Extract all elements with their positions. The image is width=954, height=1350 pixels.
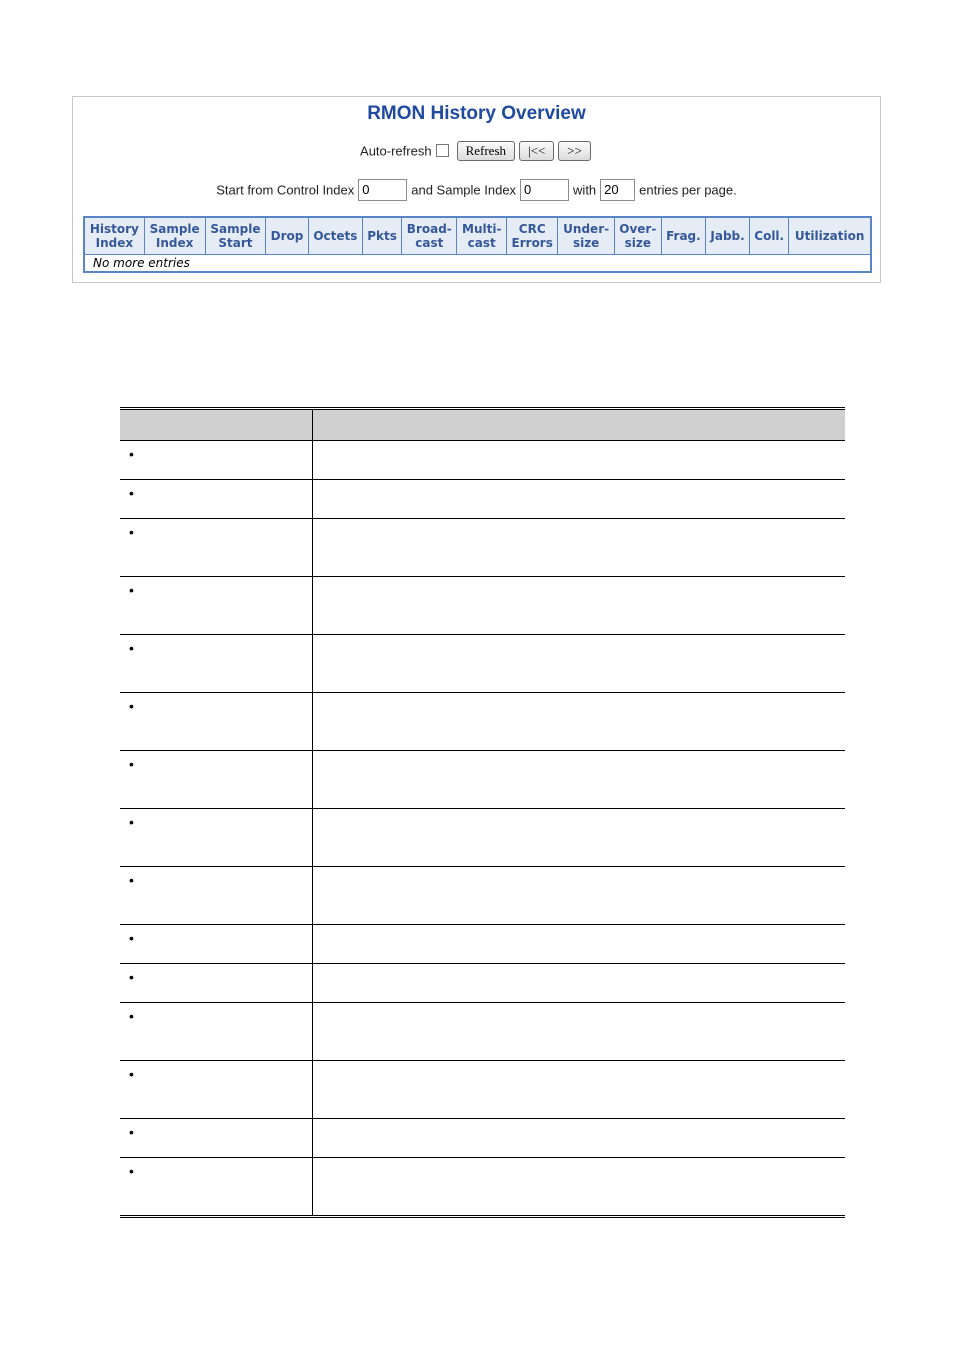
description-cell [313, 1158, 846, 1217]
column-header [706, 217, 750, 255]
object-cell [120, 925, 313, 964]
column-header-text: Sample [210, 222, 261, 236]
entries-per-page-label: entries per page. [639, 182, 737, 198]
desc-row [120, 635, 845, 693]
column-header-text: Start [218, 236, 253, 250]
column-header-text: Broad- [406, 222, 452, 236]
rmon-history-table [83, 216, 872, 273]
bullet-icon: • [129, 930, 134, 946]
column-header [661, 217, 705, 255]
column-header [84, 217, 144, 255]
bullet-icon: • [129, 969, 134, 985]
column-header [457, 217, 506, 255]
description-cell [313, 1003, 846, 1061]
description-cell [313, 867, 846, 925]
description-cell [313, 480, 846, 519]
bullet-icon: • [129, 814, 134, 830]
object-cell [120, 1119, 313, 1158]
column-header-text: cast [415, 236, 444, 250]
bullet-icon: • [129, 640, 134, 656]
desc-row [120, 925, 845, 964]
column-header-text: size [572, 236, 600, 250]
description-cell [313, 1061, 846, 1119]
desc-row [120, 964, 845, 1003]
desc-row [120, 693, 845, 751]
description-cell [313, 441, 846, 480]
column-header [308, 217, 362, 255]
column-header-text: Sample [149, 222, 200, 236]
column-header [750, 217, 789, 255]
column-header-text: Errors [511, 236, 553, 250]
desc-row [120, 577, 845, 635]
column-header-text: Octets [313, 229, 358, 243]
auto-refresh-label: Auto-refresh [360, 143, 432, 159]
description-cell [313, 964, 846, 1003]
object-cell [120, 480, 313, 519]
column-header-text: Index [155, 236, 194, 250]
desc-row [120, 1158, 845, 1217]
object-cell [120, 635, 313, 693]
column-header-text: Coll. [754, 229, 785, 243]
object-cell [120, 577, 313, 635]
start-control-index-label: Start from Control Index [216, 182, 355, 198]
description-cell [313, 693, 846, 751]
bullet-icon: • [129, 485, 134, 501]
first-page-button[interactable]: |<< [519, 141, 554, 161]
bullet-icon: • [129, 872, 134, 888]
control-index-input[interactable]: 0 [358, 179, 407, 201]
description-cell [313, 1119, 846, 1158]
column-header-text: Under- [563, 222, 610, 236]
auto-refresh-checkbox[interactable] [436, 144, 449, 157]
column-header-text: Drop [270, 229, 304, 243]
no-entries-message: No more entries [84, 255, 871, 273]
object-cell [120, 809, 313, 867]
column-header-text: CRC [518, 222, 546, 236]
object-cell [120, 867, 313, 925]
bullet-icon: • [129, 524, 134, 540]
column-header [205, 217, 266, 255]
bullet-icon: • [129, 582, 134, 598]
desc-row [120, 441, 845, 480]
object-cell [120, 693, 313, 751]
desc-row [120, 751, 845, 809]
column-header [144, 217, 205, 255]
object-cell [120, 519, 313, 577]
column-header-text: History [89, 222, 139, 236]
description-cell [313, 577, 846, 635]
desc-row [120, 809, 845, 867]
column-header [266, 217, 308, 255]
desc-header-row [120, 409, 845, 441]
object-cell [120, 441, 313, 480]
table-row [84, 255, 871, 273]
sample-index-label: and Sample Index [411, 182, 517, 198]
column-header-text: Utilization [794, 229, 865, 243]
sample-index-input[interactable]: 0 [520, 179, 569, 201]
with-label: with [573, 182, 597, 198]
bullet-icon: • [129, 1066, 134, 1082]
desc-row [120, 480, 845, 519]
refresh-controls [73, 141, 880, 165]
description-cell [313, 809, 846, 867]
next-page-button[interactable]: >> [558, 141, 591, 161]
description-cell [313, 519, 846, 577]
table-header-row [84, 217, 871, 255]
parameter-description-table [120, 407, 845, 1218]
entries-per-page-input[interactable]: 20 [600, 179, 635, 201]
column-header-text: Multi- [462, 222, 502, 236]
object-cell [120, 1158, 313, 1217]
object-column-header [120, 409, 313, 441]
column-header [506, 217, 558, 255]
desc-row [120, 1003, 845, 1061]
description-cell [313, 925, 846, 964]
bullet-icon: • [129, 1124, 134, 1140]
object-cell [120, 1061, 313, 1119]
column-header [789, 217, 871, 255]
desc-row [120, 519, 845, 577]
bullet-icon: • [129, 1163, 134, 1179]
column-header [363, 217, 402, 255]
column-header [558, 217, 614, 255]
desc-row [120, 867, 845, 925]
object-cell [120, 751, 313, 809]
bullet-icon: • [129, 446, 134, 462]
rmon-history-panel [72, 96, 881, 283]
column-header-text: cast [467, 236, 496, 250]
column-header [402, 217, 457, 255]
object-cell [120, 1003, 313, 1061]
page-title: RMON History Overview [367, 103, 586, 124]
bullet-icon: • [129, 756, 134, 772]
refresh-button[interactable]: Refresh [457, 141, 515, 161]
desc-row [120, 1061, 845, 1119]
column-header-text: size [624, 236, 651, 250]
column-header-text: Jabb. [710, 229, 745, 243]
column-header-text: Pkts [367, 229, 397, 243]
bullet-icon: • [129, 1008, 134, 1024]
bullet-icon: • [129, 698, 134, 714]
description-cell [313, 751, 846, 809]
column-header [614, 217, 661, 255]
column-header-text: Index [95, 236, 134, 250]
column-header-text: Over- [619, 222, 657, 236]
column-header-text: Frag. [666, 229, 701, 243]
description-cell [313, 635, 846, 693]
desc-row [120, 1119, 845, 1158]
description-column-header [313, 409, 846, 441]
object-cell [120, 964, 313, 1003]
paging-controls [73, 179, 880, 203]
